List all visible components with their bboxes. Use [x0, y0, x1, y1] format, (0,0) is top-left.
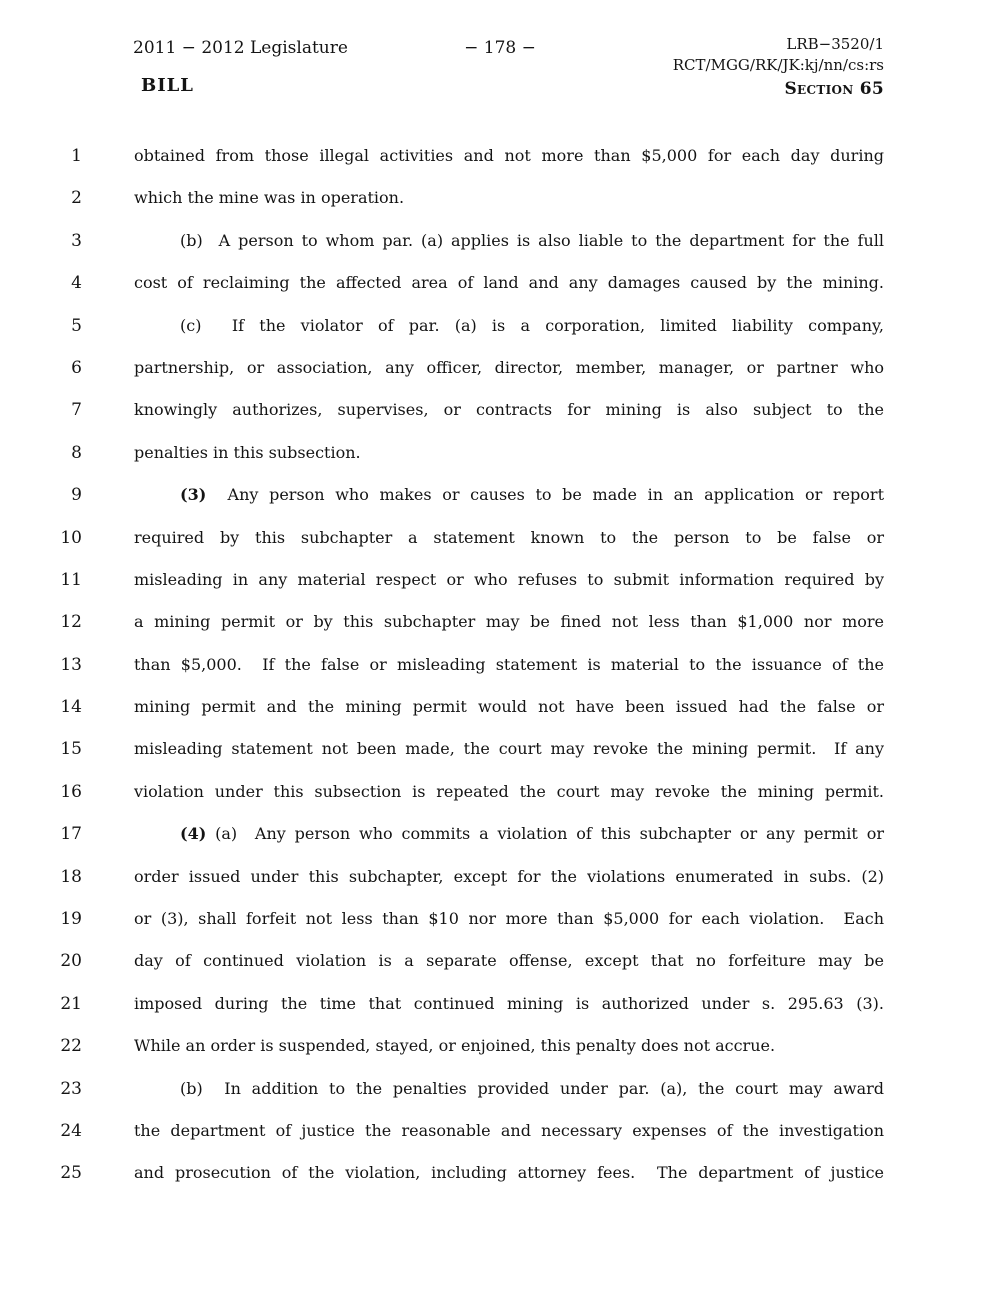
line-text: violation under this subsection is repeated the court may revoke the mining permit.: [134, 781, 884, 801]
text-line: [0, 1078, 1000, 1120]
line-number: 2: [71, 188, 82, 209]
line-number: 19: [60, 909, 82, 930]
lrb-number: LRB−3520/1: [786, 35, 884, 53]
text-line: [0, 187, 1000, 229]
text-line: [0, 781, 1000, 823]
text-line: [0, 442, 1000, 484]
line-text: cost of reclaiming the affected area of land and any damages caused by the mining.: [134, 273, 884, 293]
line-number: 14: [60, 697, 82, 718]
text-line: [0, 1162, 1000, 1204]
text-line: [0, 823, 1000, 865]
line-number: 4: [71, 273, 82, 294]
text-line: [0, 993, 1000, 1035]
line-text: and prosecution of the violation, including attorney fees. The department of justice: [134, 1163, 884, 1183]
line-text: obtained from those illegal activities and not more than $5,000 for each day during: [134, 146, 884, 165]
line-text: order issued under this subchapter, except for the violations enumerated in subs. (2): [134, 866, 884, 886]
text-line: [0, 654, 1000, 696]
text-line: [0, 315, 1000, 357]
line-number: 12: [60, 612, 82, 633]
line-number: 15: [60, 739, 82, 760]
line-text: day of continued violation is a separate offense, except that no forfeiture may be: [134, 951, 884, 971]
text-line: [0, 230, 1000, 272]
line-number: 5: [71, 315, 82, 336]
line-text: knowingly authorizes, supervises, or contracts for mining is also subject to the: [134, 400, 884, 420]
bold-subsection-marker: (4): [180, 824, 207, 844]
text-line: [0, 399, 1000, 441]
line-text: (b) A person to whom par. (a) applies is also liable to the department for the full: [180, 230, 884, 250]
line-text: a mining permit or by this subchapter may be fined not less than $1,000 nor more: [134, 612, 884, 632]
text-line: [0, 569, 1000, 611]
line-text: required by this subchapter a statement known to the person to be false or: [134, 527, 884, 547]
drafting-initials: RCT/MGG/RK/JK:kj/nn/cs:rs: [672, 56, 884, 74]
text-line: [0, 611, 1000, 653]
line-number: 17: [60, 824, 82, 845]
line-number: 23: [60, 1078, 82, 1099]
line-text: (4) (a) Any person who commits a violation of this subchapter or any permit or: [180, 824, 884, 844]
line-text: imposed during the time that continued mining is authorized under s. 295.63 (3).: [134, 993, 884, 1013]
bill-body: [0, 145, 1000, 1205]
text-line: [0, 950, 1000, 992]
line-text: misleading statement not been made, the court may revoke the mining permit. If any: [134, 739, 884, 759]
bill-label: BILL: [141, 75, 194, 96]
text-line: [0, 866, 1000, 908]
line-text: While an order is suspended, stayed, or enjoined, this penalty does not accrue.: [134, 1036, 776, 1056]
line-number: 16: [60, 781, 82, 802]
bold-subsection-marker: (3): [180, 485, 207, 505]
page-number: − 178 −: [464, 38, 536, 58]
line-number: 20: [60, 951, 82, 972]
text-line: [0, 272, 1000, 314]
header-right: [673, 34, 884, 100]
text-line: [0, 1035, 1000, 1077]
line-text: (c) If the violator of par. (a) is a corporation, limited liability company,: [180, 315, 884, 335]
line-number: 25: [60, 1163, 82, 1184]
line-number: 11: [60, 569, 82, 590]
text-line: [0, 696, 1000, 738]
line-number: 7: [71, 400, 82, 421]
line-number: 3: [71, 230, 82, 251]
line-text: penalties in this subsection.: [134, 442, 361, 462]
line-text: which the mine was in operation.: [134, 188, 405, 208]
text-line: [0, 357, 1000, 399]
line-number: 10: [60, 527, 82, 548]
line-text: partnership, or association, any officer, director, member, manager, or partner who: [134, 357, 884, 377]
section-label: Section 65: [784, 79, 884, 99]
text-line: [0, 484, 1000, 526]
line-text: (3) Any person who makes or causes to be made in an application or report: [180, 485, 884, 505]
line-number: 18: [60, 866, 82, 887]
line-text: (b) In addition to the penalties provided under par. (a), the court may award: [180, 1078, 884, 1098]
line-number: 21: [60, 993, 82, 1014]
line-number: 9: [71, 485, 82, 506]
text-line: [0, 145, 1000, 187]
line-text: misleading in any material respect or who refuses to submit information required by: [134, 569, 884, 589]
legislature-label: 2011 − 2012 Legislature: [133, 38, 348, 58]
text-line: [0, 738, 1000, 780]
line-text: mining permit and the mining permit would not have been issued had the false or: [134, 697, 884, 717]
line-text: or (3), shall forfeit not less than $10 nor more than $5,000 for each violation. Each: [134, 909, 884, 929]
line-number: 1: [71, 146, 82, 166]
line-number: 6: [71, 357, 82, 378]
line-number: 8: [71, 442, 82, 463]
text-line: [0, 908, 1000, 950]
line-number: 22: [60, 1036, 82, 1057]
line-text: the department of justice the reasonable and necessary expenses of the investigation: [134, 1120, 884, 1140]
text-line: [0, 1120, 1000, 1162]
line-text: than $5,000. If the false or misleading statement is material to the issuance of the: [134, 654, 884, 674]
line-number: 13: [60, 654, 82, 675]
text-line: [0, 527, 1000, 569]
line-number: 24: [60, 1120, 82, 1141]
